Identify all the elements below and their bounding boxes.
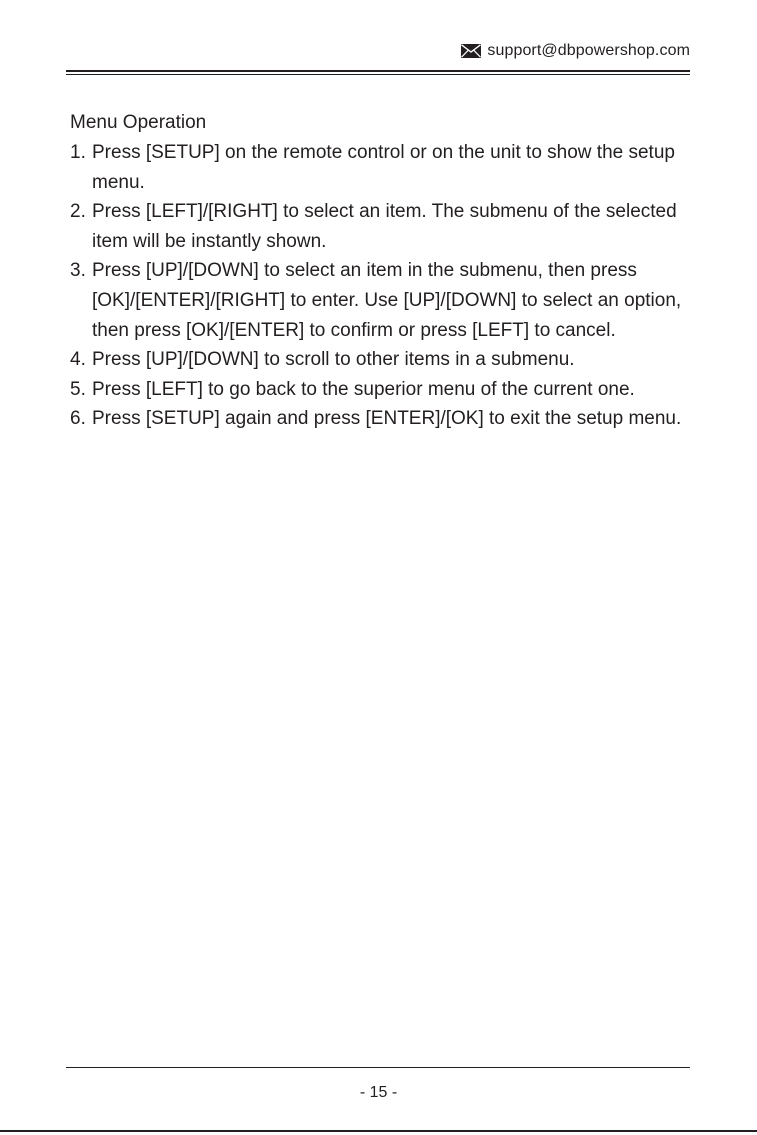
menu-operation-section bbox=[70, 108, 700, 434]
step-number: 4. bbox=[70, 349, 86, 371]
step-text: Press [LEFT]/[RIGHT] to select an item. The submenu of the selected item will be instantly shown. bbox=[92, 201, 677, 252]
step-item bbox=[70, 138, 700, 197]
step-item bbox=[70, 197, 700, 256]
page-header bbox=[66, 42, 690, 66]
step-item bbox=[70, 404, 700, 434]
step-item bbox=[70, 256, 700, 345]
step-text: Press [SETUP] on the remote control or on the unit to show the setup menu. bbox=[92, 142, 675, 193]
footer-divider bbox=[66, 1067, 690, 1068]
mail-icon bbox=[461, 44, 481, 58]
step-number: 2. bbox=[70, 201, 86, 223]
step-list bbox=[70, 138, 700, 434]
section-title: Menu Operation bbox=[70, 112, 207, 133]
step-text: Press [LEFT] to go back to the superior menu of the current one. bbox=[92, 378, 635, 400]
step-text: Press [SETUP] again and press [ENTER]/[OK] to exit the setup menu. bbox=[92, 408, 682, 430]
step-text: Press [UP]/[DOWN] to select an item in the submenu, then press [OK]/[ENTER]/[RIGHT] to enter. Use [UP]/[DOWN] to select an option, then press [OK]/[ENTER] to confirm or press [LEFT] to cancel. bbox=[92, 260, 682, 341]
page-number: - 15 - bbox=[359, 1084, 398, 1101]
step-number: 3. bbox=[70, 260, 86, 282]
support-email[interactable]: support@dbpowershop.com bbox=[487, 42, 690, 59]
support-contact bbox=[461, 42, 690, 60]
step-text: Press [UP]/[DOWN] to scroll to other items in a submenu. bbox=[92, 349, 575, 371]
page-bottom-edge bbox=[0, 1130, 757, 1132]
step-number: 1. bbox=[70, 142, 86, 163]
header-divider bbox=[66, 70, 690, 75]
step-number: 6. bbox=[70, 408, 86, 430]
step-item bbox=[70, 375, 700, 405]
step-item bbox=[70, 345, 700, 375]
step-number: 5. bbox=[70, 378, 86, 400]
